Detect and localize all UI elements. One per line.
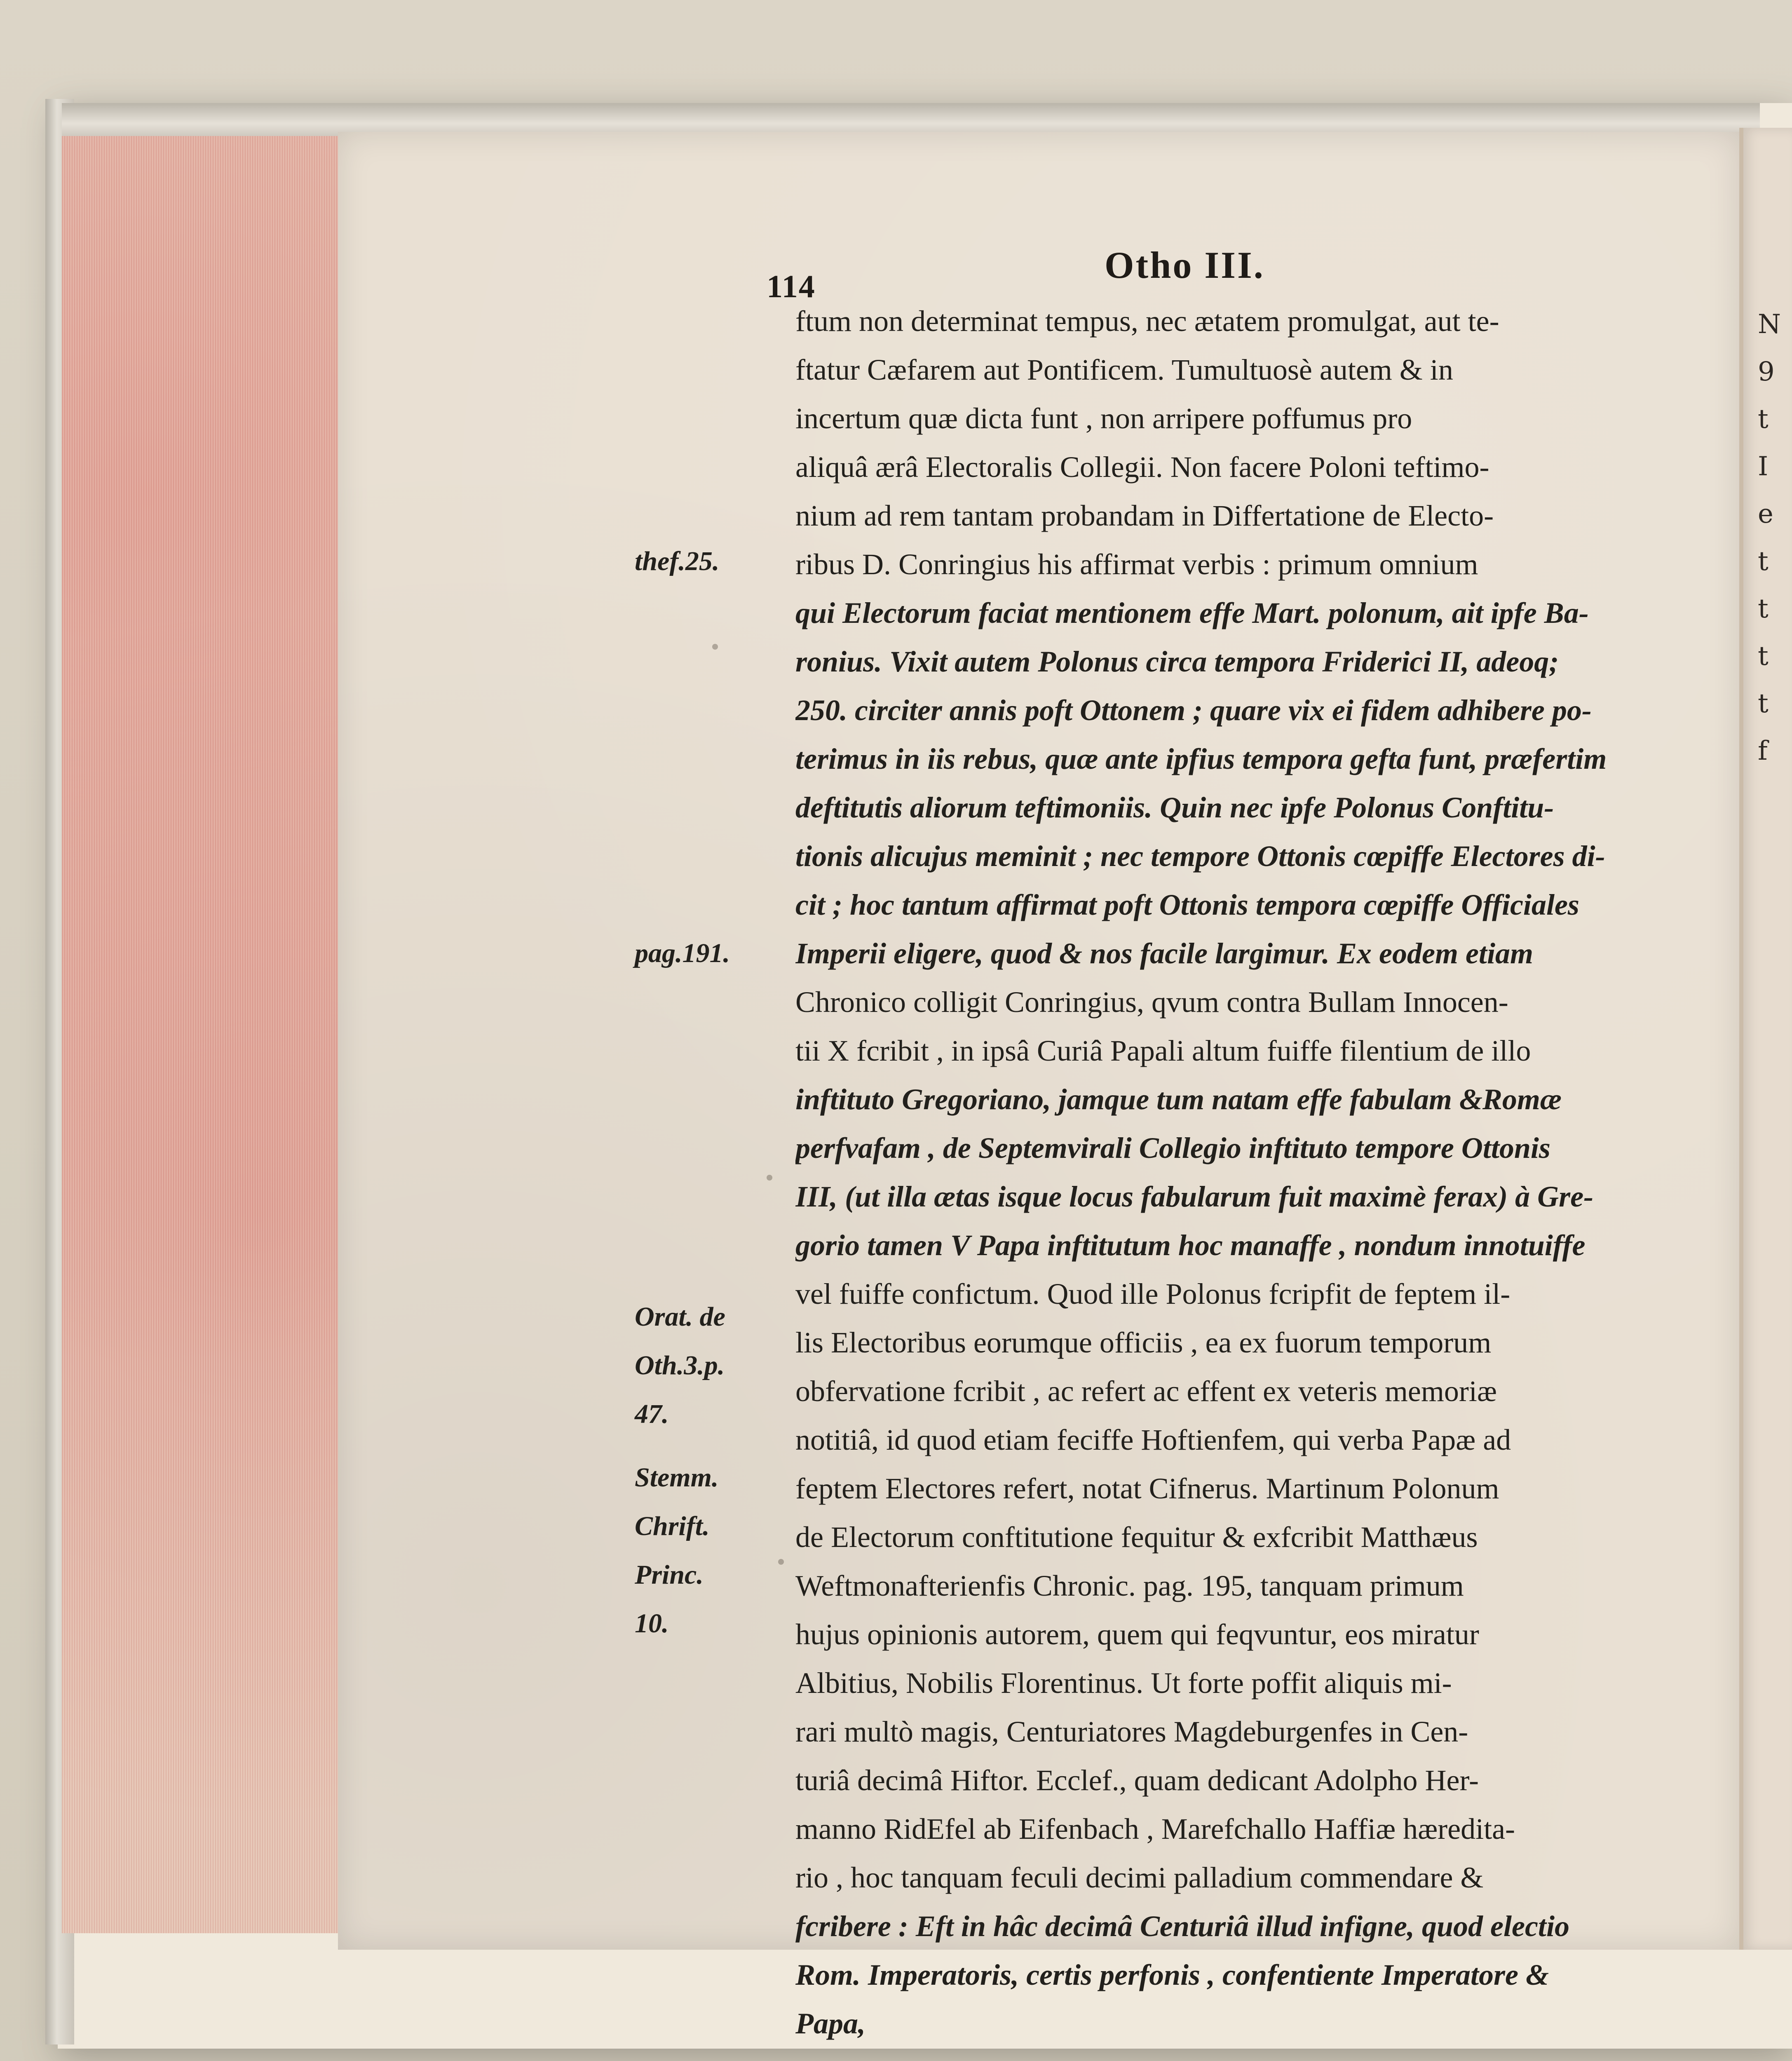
text-line: ftum non determinat tempus, nec ætatem promulgat, aut te- bbox=[795, 305, 1499, 338]
text-line: Albitius, Nobilis Florentinus. Ut forte poffit aliquis mi- bbox=[795, 1667, 1452, 1700]
ink-mark bbox=[778, 1559, 784, 1565]
ink-mark bbox=[767, 1175, 772, 1181]
text-line: incertum quæ dicta funt , non arripere poffumus pro bbox=[795, 402, 1412, 435]
text-line: 250. circiter annis poft Ottonem ; quare vix ei fidem adhibere po- bbox=[795, 694, 1592, 727]
text-line: obfervatione fcribit , ac refert ac effent ex veteris memoriæ bbox=[795, 1375, 1497, 1408]
margin-note-pag: pag.191. bbox=[635, 938, 730, 968]
main-text-block bbox=[795, 297, 1669, 2048]
text-line: inftituto Gregoriano, jamque tum natam effe fabulam &Romæ bbox=[795, 1083, 1562, 1116]
page-edge bbox=[62, 136, 346, 1933]
margin-note-thef: thef.25. bbox=[635, 546, 720, 576]
text-line: gorio tamen V Papa inftitutum hoc manaffe , nondum innotuiffe bbox=[795, 1229, 1586, 1262]
text-line: deftitutis aliorum teftimoniis. Quin nec ipfe Polonus Conftitu- bbox=[795, 791, 1554, 824]
text-line: Imperii eligere, quod & nos facile largimur. Ex eodem etiam bbox=[795, 937, 1533, 970]
text-line: cit ; hoc tantum affirmat poft Ottonis tempora cœpiffe Officiales bbox=[795, 888, 1579, 921]
text-line: manno RidEfel ab Eifenbach , Marefchallo Haffiæ hæredita- bbox=[795, 1812, 1515, 1845]
ink-mark bbox=[712, 644, 718, 650]
right-page-fragments: N 9 t I e t t t t f bbox=[1758, 309, 1781, 766]
page-number: 114 bbox=[767, 268, 816, 304]
text-line: ribus D. Conringius his affirmat verbis : primum omnium bbox=[795, 548, 1478, 581]
text-line: ronius. Vixit autem Polonus circa tempora Friderici II, adeoq; bbox=[795, 645, 1559, 678]
text-line: hujus opinionis autorem, quem qui feqvuntur, eos miratur bbox=[795, 1618, 1479, 1651]
text-line: feptem Electores refert, notat Cifnerus. Martinum Polonum bbox=[795, 1472, 1499, 1505]
text-line: lis Electoribus eorumque officiis , ea ex fuorum temporum bbox=[795, 1326, 1492, 1359]
margin-note-stemm: Stemm. Chrift. Princ. 10. bbox=[635, 1462, 719, 1638]
text-line: de Electorum conftitutione fequitur & exfcribit Matthæus bbox=[795, 1521, 1478, 1554]
text-line: aliquâ ærâ Electoralis Collegii. Non facere Poloni teftimo- bbox=[795, 451, 1489, 484]
text-line: Weftmonafterienfis Chronic. pag. 195, tanquam primum bbox=[795, 1569, 1464, 1602]
text-line: Papa, bbox=[795, 2007, 866, 2040]
text-line: tionis alicujus meminit ; nec tempore Ottonis cœpiffe Electores di- bbox=[795, 840, 1605, 873]
text-line: rio , hoc tanquam feculi decimi palladium commendare & bbox=[795, 1861, 1484, 1894]
text-line: tii X fcribit , in ipsâ Curiâ Papali altum fuiffe filentium de illo bbox=[795, 1034, 1531, 1067]
text-line: Chronico colligit Conringius, qvum contra Bullam Innocen- bbox=[795, 986, 1508, 1019]
text-line: Rom. Imperatoris, certis perfonis , confentiente Imperatore & bbox=[795, 1958, 1549, 1991]
text-line: perfvafam , de Septemvirali Collegio inftituto tempore Ottonis bbox=[795, 1131, 1550, 1164]
text-line: qui Electorum faciat mentionem effe Mart. polonum, ait ipfe Ba- bbox=[795, 596, 1589, 629]
text-line: vel fuiffe confictum. Quod ille Polonus fcripfit de feptem il- bbox=[795, 1277, 1511, 1310]
margin-note-orat: Orat. de Oth.3.p. 47. bbox=[635, 1302, 725, 1429]
text-line: terimus in iis rebus, quæ ante ipfius tempora gefta funt, præfertim bbox=[795, 742, 1607, 775]
text-line: turiâ decimâ Hiftor. Ecclef., quam dedicant Adolpho Her- bbox=[795, 1764, 1479, 1797]
text-line: fcribere : Eft in hâc decimâ Centuriâ illud infigne, quod electio bbox=[795, 1910, 1569, 1943]
text-line: III, (ut illa ætas isque locus fabularum fuit maximè ferax) à Gre- bbox=[795, 1180, 1594, 1213]
text-line: notitiâ, id quod etiam feciffe Hoftienfem, qui verba Papæ ad bbox=[795, 1423, 1511, 1456]
text-line: nium ad rem tantam probandam in Differtatione de Electo- bbox=[795, 499, 1494, 532]
running-title: Otho III. bbox=[1105, 244, 1265, 286]
text-line: ftatur Cæfarem aut Pontificem. Tumultuosè autem & in bbox=[795, 353, 1453, 386]
text-line: rari multò magis, Centuriatores Magdeburgenfes in Cen- bbox=[795, 1715, 1468, 1748]
